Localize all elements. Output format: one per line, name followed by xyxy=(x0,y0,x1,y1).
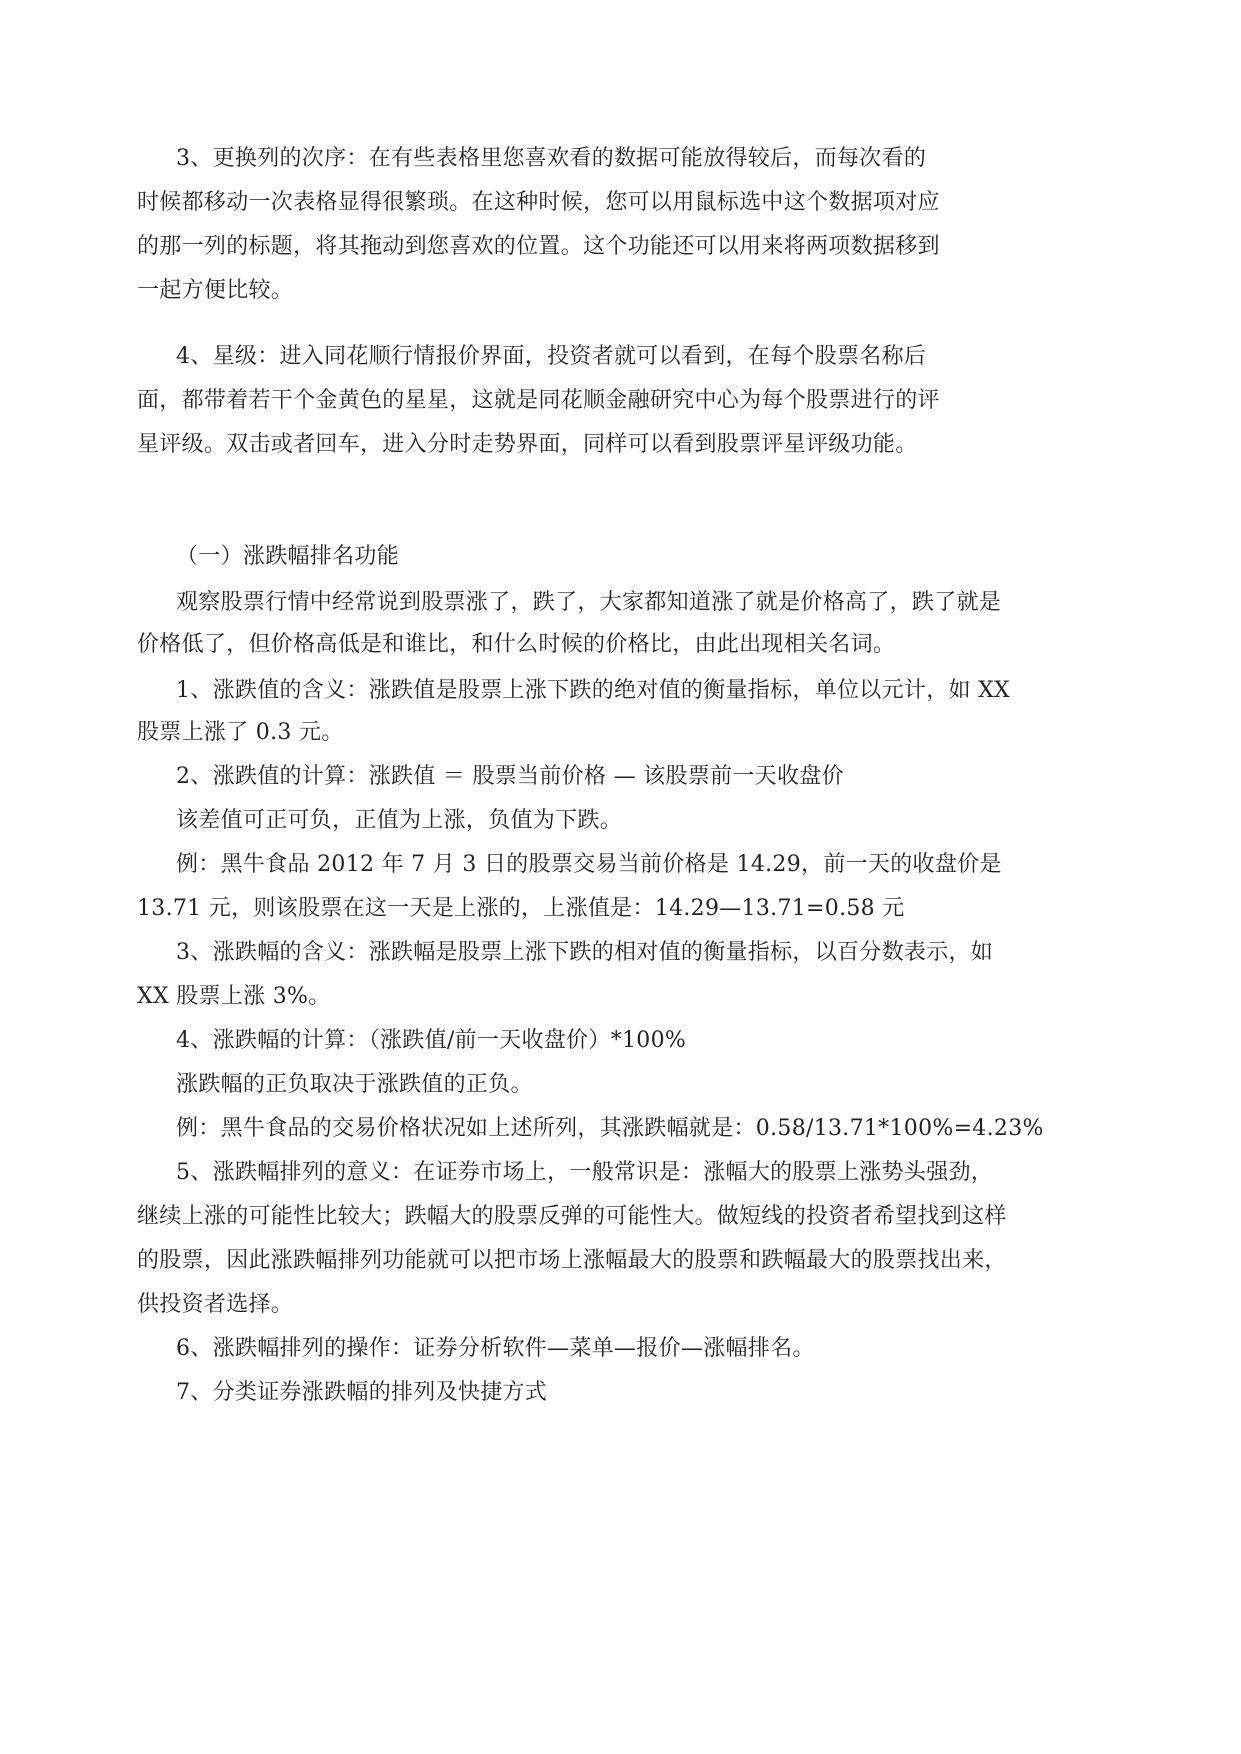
text-line: 13.71 元，则该股票在这一天是上涨的，上涨值是：14.29—13.71=0.58 元 xyxy=(137,896,905,921)
text-line: 该差值可正可负，正值为上涨，负值为下跌。 xyxy=(176,808,623,833)
text-line: 6、涨跌幅排列的操作：证券分析软件—菜单—报价—涨幅排名。 xyxy=(176,1336,815,1361)
text-line: 3、更换列的次序：在有些表格里您喜欢看的数据可能放得较后，而每次看的 xyxy=(176,146,927,171)
text-line: 时候都移动一次表格显得很繁琐。在这种时候，您可以用鼠标选中这个数据项对应 xyxy=(137,190,940,215)
text-line: 例：黑牛食品 2012 年 7 月 3 日的股票交易当前价格是 14.29，前一天的收盘价是 xyxy=(176,852,1002,877)
text-line: 继续上涨的可能性比较大；跌幅大的股票反弹的可能性大。做短线的投资者希望找到这样 xyxy=(137,1204,1007,1229)
text-line: 7、分类证券涨跌幅的排列及快捷方式 xyxy=(176,1380,548,1405)
text-line: 例：黑牛食品的交易价格状况如上述所列，其涨跌幅就是：0.58/13.71*100%=4.23% xyxy=(176,1116,1044,1141)
text-line: 观察股票行情中经常说到股票涨了，跌了，大家都知道涨了就是价格高了，跌了就是 xyxy=(176,590,1002,615)
text-line: 股票上涨了 0.3 元。 xyxy=(137,720,344,745)
text-line: 价格低了，但价格高低是和谁比，和什么时候的价格比，由此出现相关名词。 xyxy=(137,632,896,657)
text-line: 面，都带着若干个金黄色的星星，这就是同花顺金融研究中心为每个股票进行的评 xyxy=(137,388,940,413)
text-line: 供投资者选择。 xyxy=(137,1292,294,1317)
text-line: 涨跌幅的正负取决于涨跌值的正负。 xyxy=(176,1072,533,1097)
text-line: 2、涨跌值的计算：涨跌值 ＝ 股票当前价格 — 该股票前一天收盘价 xyxy=(176,764,844,789)
text-line: 3、涨跌幅的含义：涨跌幅是股票上涨下跌的相对值的衡量指标，以百分数表示，如 xyxy=(176,940,994,965)
text-line: 星评级。双击或者回车，进入分时走势界面，同样可以看到股票评星评级功能。 xyxy=(137,432,918,457)
section-heading: （一）涨跌幅排名功能 xyxy=(176,544,400,569)
text-line: 1、涨跌值的含义：涨跌值是股票上涨下跌的绝对值的衡量指标，单位以元计，如 XX xyxy=(176,678,1011,703)
text-line: 的那一列的标题，将其拖动到您喜欢的位置。这个功能还可以用来将两项数据移到 xyxy=(137,234,940,259)
text-line: 的股票，因此涨跌幅排列功能就可以把市场上涨幅最大的股票和跌幅最大的股票找出来， xyxy=(137,1248,1007,1273)
text-line: 4、星级：进入同花顺行情报价界面，投资者就可以看到，在每个股票名称后 xyxy=(176,344,927,369)
text-line: 一起方便比较。 xyxy=(137,278,294,303)
text-line: 5、涨跌幅排列的意义：在证券市场上，一般常识是：涨幅大的股票上涨势头强劲， xyxy=(176,1160,994,1185)
text-line: 4、涨跌幅的计算：（涨跌值/前一天收盘价）*100% xyxy=(176,1028,687,1053)
text-line: XX 股票上涨 3%。 xyxy=(137,984,331,1009)
